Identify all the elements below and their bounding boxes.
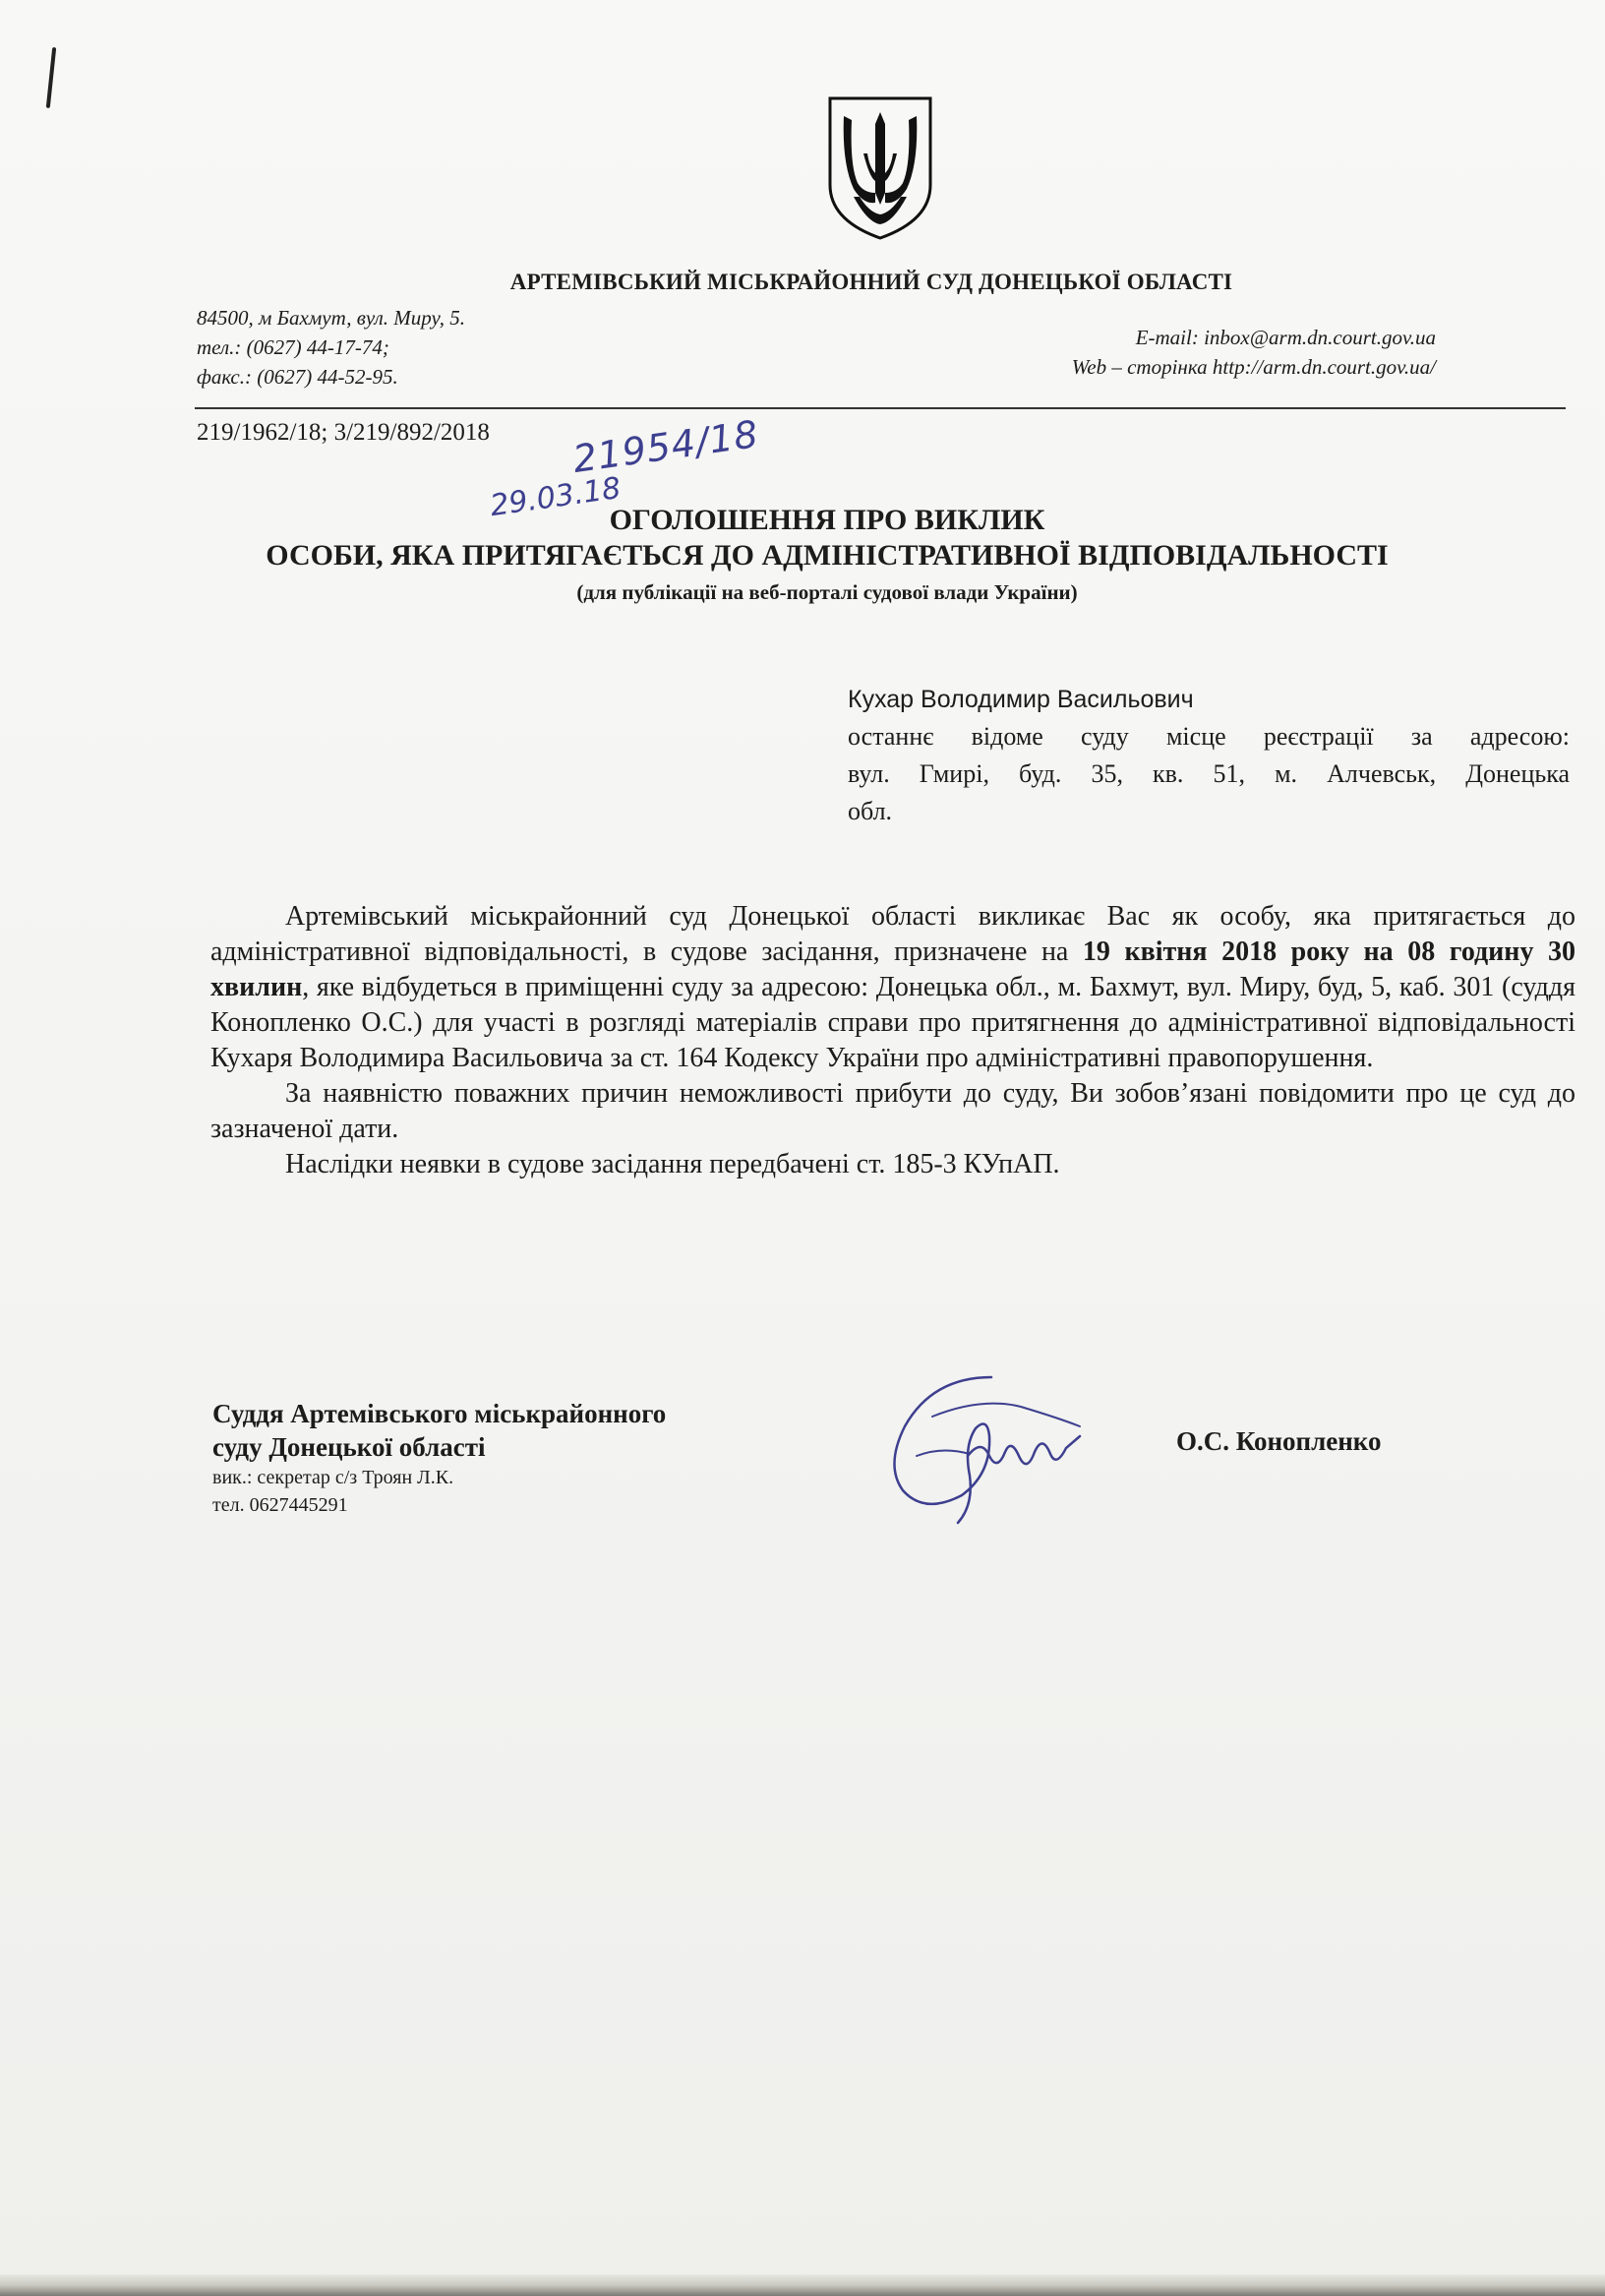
addressee-name: Кухар Володимир Васильович	[848, 686, 1194, 713]
body-text-span: , яке відбудеться в приміщенні суду за адресою: Донецька обл., м. Бахмут, вул. Миру, буд, 5, каб. 301 (суддя Конопленко О.С.) для участі в розгляді матеріалів справи про притягнення до адміністративної відповідальності Кухаря Володимира Васильовича за ст. 164 Кодексу України про адміністративні правопорушення.	[210, 972, 1575, 1073]
body-paragraph: Наслідки неявки в судове засідання передбачені ст. 185-3 КУпАП.	[285, 1149, 1060, 1179]
trident-emblem-icon	[824, 94, 936, 242]
body-text-span: Артемівський міськрайонний суд Донецької області викликає Вас як особу, яка притягається до адміністративної відповідальності, в судове засідання, призначене на	[210, 901, 1575, 967]
executor-phone: тел. 0627445291	[212, 1494, 348, 1516]
document-title: ОГОЛОШЕННЯ ПРО ВИКЛИК	[609, 504, 1045, 536]
addressee-address-line: останнє відоме суду місце реєстрації за адресою:	[848, 722, 1570, 751]
addressee-address-line: вул. Гмирі, буд. 35, кв. 51, м. Алчевськ, Донецька	[848, 759, 1570, 788]
court-online-contacts	[1072, 323, 1436, 382]
court-contacts	[197, 303, 465, 392]
body-paragraph	[210, 899, 1575, 1076]
document-subtitle: ОСОБИ, ЯКА ПРИТЯГАЄТЬСЯ ДО АДМІНІСТРАТИВНОЇ ВІДПОВІДАЛЬНОСТІ	[266, 539, 1389, 572]
addressee-address-line: обл.	[848, 797, 893, 825]
header-divider	[195, 407, 1566, 409]
pen-mark	[46, 47, 56, 108]
publication-note: (для публікації на веб-порталі судової влади України)	[576, 580, 1078, 604]
executor-info: вик.: секретар с/з Троян Л.К.	[212, 1467, 454, 1488]
body-paragraph: За наявністю поважних причин неможливості прибути до суду, Ви зобов’язані повідомити про це суд до зазначеної дати.	[210, 1078, 1575, 1144]
handwritten-date: 29.03.18	[488, 470, 624, 524]
signatory-block	[212, 1397, 666, 1519]
handwritten-signature-icon	[873, 1358, 1100, 1535]
signatory-role: Суддя Артемівського міськрайонного	[212, 1399, 667, 1428]
hearing-datetime: 19 квітня 2018 року на 08 годину 30 хвилин	[210, 937, 1576, 1002]
addressee-block	[848, 681, 1570, 830]
court-email: E-mail: inbox@arm.dn.court.gov.ua	[1135, 326, 1436, 349]
notice-body	[210, 899, 1575, 1182]
case-numbers: 219/1962/18; 3/219/892/2018	[197, 419, 490, 446]
court-fax: факс.: (0627) 44-52-95.	[197, 365, 398, 389]
judge-name: О.С. Конопленко	[1176, 1426, 1382, 1456]
signatory-role: суду Донецької області	[212, 1432, 486, 1462]
court-website: Web – сторінка http://arm.dn.court.gov.ua/	[1071, 355, 1436, 379]
scan-edge	[0, 2274, 1605, 2296]
court-address: 84500, м Бахмут, вул. Миру, 5.	[197, 306, 466, 330]
court-phone: тел.: (0627) 44-17-74;	[197, 335, 389, 359]
handwritten-registration-number: 21954/18	[569, 411, 762, 482]
court-name: АРТЕМІВСЬКИЙ МІСЬКРАЙОННИЙ СУД ДОНЕЦЬКОЇ ОБЛАСТІ	[509, 270, 1233, 294]
